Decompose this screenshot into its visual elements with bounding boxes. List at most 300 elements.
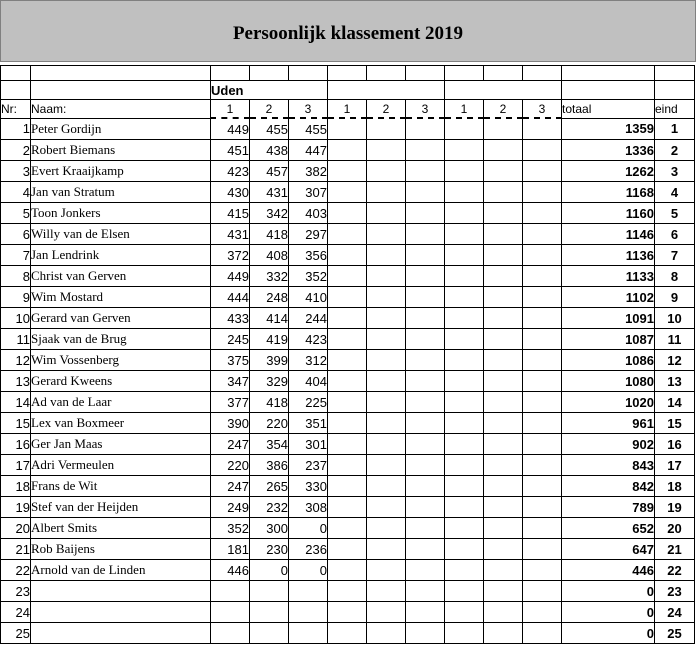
- empty-score-cell: [328, 308, 367, 329]
- score-cell: 375: [211, 350, 250, 371]
- score-cell: 455: [289, 118, 328, 140]
- score-cell: 236: [289, 539, 328, 560]
- empty-score-cell: [406, 161, 445, 182]
- empty-score-cell: [367, 245, 406, 266]
- final-rank: 16: [655, 434, 695, 455]
- empty-score-cell: [484, 118, 523, 140]
- empty-score-cell: [523, 350, 562, 371]
- empty-score-cell: [406, 350, 445, 371]
- empty-score-cell: [406, 140, 445, 161]
- score-cell: 352: [211, 518, 250, 539]
- table-row: [1, 140, 695, 161]
- score-cell: [211, 602, 250, 623]
- empty-score-cell: [445, 329, 484, 350]
- empty-score-cell: [484, 497, 523, 518]
- empty-score-cell: [328, 224, 367, 245]
- nr-header: Nr:: [1, 100, 31, 119]
- round-header: 1: [211, 100, 250, 119]
- player-name: [31, 602, 211, 623]
- empty-score-cell: [484, 581, 523, 602]
- empty-score-cell: [445, 118, 484, 140]
- empty-score-cell: [523, 392, 562, 413]
- table-row: [1, 560, 695, 581]
- table-row: [1, 224, 695, 245]
- row-number: 11: [1, 329, 31, 350]
- empty-score-cell: [445, 266, 484, 287]
- player-name: Stef van der Heijden: [31, 497, 211, 518]
- empty-score-cell: [523, 266, 562, 287]
- empty-score-cell: [406, 434, 445, 455]
- empty-score-cell: [406, 308, 445, 329]
- row-number: 21: [1, 539, 31, 560]
- score-cell: [250, 581, 289, 602]
- score-cell: [289, 581, 328, 602]
- score-cell: 382: [289, 161, 328, 182]
- empty-score-cell: [523, 497, 562, 518]
- score-cell: 403: [289, 203, 328, 224]
- final-rank: 21: [655, 539, 695, 560]
- final-rank: 17: [655, 455, 695, 476]
- empty-score-cell: [523, 413, 562, 434]
- empty-score-cell: [523, 539, 562, 560]
- location-label: Uden: [211, 81, 328, 100]
- empty-score-cell: [328, 182, 367, 203]
- empty-score-cell: [367, 476, 406, 497]
- empty-score-cell: [484, 476, 523, 497]
- empty-score-cell: [367, 203, 406, 224]
- empty-score-cell: [406, 329, 445, 350]
- empty-score-cell: [328, 623, 367, 644]
- empty-score-cell: [328, 161, 367, 182]
- total-score: 1087: [562, 329, 655, 350]
- empty-score-cell: [484, 224, 523, 245]
- row-number: 23: [1, 581, 31, 602]
- empty-score-cell: [406, 455, 445, 476]
- empty-score-cell: [367, 497, 406, 518]
- score-cell: 330: [289, 476, 328, 497]
- score-cell: 399: [250, 350, 289, 371]
- total-header: totaal: [562, 100, 655, 119]
- final-rank: 11: [655, 329, 695, 350]
- empty-score-cell: [484, 161, 523, 182]
- empty-score-cell: [445, 581, 484, 602]
- score-cell: 455: [250, 118, 289, 140]
- score-cell: 356: [289, 245, 328, 266]
- player-name: Adri Vermeulen: [31, 455, 211, 476]
- player-name: Christ van Gerven: [31, 266, 211, 287]
- empty-score-cell: [367, 350, 406, 371]
- empty-score-cell: [445, 455, 484, 476]
- empty-score-cell: [445, 140, 484, 161]
- empty-score-cell: [523, 203, 562, 224]
- empty-score-cell: [523, 329, 562, 350]
- table-row: [1, 476, 695, 497]
- final-rank: 20: [655, 518, 695, 539]
- table-row: [1, 329, 695, 350]
- empty-score-cell: [406, 392, 445, 413]
- empty-score-cell: [484, 518, 523, 539]
- empty-score-cell: [484, 455, 523, 476]
- empty-score-cell: [445, 539, 484, 560]
- empty-score-cell: [484, 602, 523, 623]
- empty-score-cell: [484, 182, 523, 203]
- empty-score-cell: [406, 518, 445, 539]
- score-cell: 342: [250, 203, 289, 224]
- empty-score-cell: [523, 476, 562, 497]
- round-header: 1: [328, 100, 367, 119]
- score-cell: 220: [250, 413, 289, 434]
- empty-score-cell: [328, 434, 367, 455]
- table-row: [1, 434, 695, 455]
- table-row: [1, 392, 695, 413]
- player-name: Frans de Wit: [31, 476, 211, 497]
- empty-score-cell: [367, 329, 406, 350]
- empty-score-cell: [328, 287, 367, 308]
- empty-score-cell: [445, 413, 484, 434]
- empty-score-cell: [367, 371, 406, 392]
- empty-score-cell: [445, 392, 484, 413]
- row-number: 8: [1, 266, 31, 287]
- table-row: [1, 266, 695, 287]
- score-cell: 423: [289, 329, 328, 350]
- score-cell: 415: [211, 203, 250, 224]
- empty-score-cell: [406, 476, 445, 497]
- total-score: 843: [562, 455, 655, 476]
- total-score: 1020: [562, 392, 655, 413]
- total-score: 1136: [562, 245, 655, 266]
- empty-score-cell: [523, 623, 562, 644]
- empty-score-cell: [367, 539, 406, 560]
- row-number: 12: [1, 350, 31, 371]
- player-name: [31, 623, 211, 644]
- empty-score-cell: [484, 539, 523, 560]
- score-cell: [211, 623, 250, 644]
- score-cell: 408: [250, 245, 289, 266]
- score-cell: [250, 623, 289, 644]
- empty-score-cell: [523, 245, 562, 266]
- final-rank: 12: [655, 350, 695, 371]
- score-cell: 410: [289, 287, 328, 308]
- row-number: 22: [1, 560, 31, 581]
- table-row: [1, 518, 695, 539]
- player-name: Peter Gordijn: [31, 118, 211, 140]
- empty-score-cell: [484, 245, 523, 266]
- score-cell: 352: [289, 266, 328, 287]
- final-rank: 14: [655, 392, 695, 413]
- empty-score-cell: [523, 455, 562, 476]
- empty-score-cell: [406, 560, 445, 581]
- total-score: 1133: [562, 266, 655, 287]
- player-name: Rob Baijens: [31, 539, 211, 560]
- table-row: [1, 497, 695, 518]
- empty-score-cell: [406, 182, 445, 203]
- empty-score-cell: [484, 392, 523, 413]
- total-score: 446: [562, 560, 655, 581]
- empty-score-cell: [484, 266, 523, 287]
- empty-score-cell: [484, 371, 523, 392]
- total-score: 1168: [562, 182, 655, 203]
- score-cell: 0: [289, 560, 328, 581]
- empty-score-cell: [328, 245, 367, 266]
- score-cell: 220: [211, 455, 250, 476]
- empty-score-cell: [367, 118, 406, 140]
- total-score: 1091: [562, 308, 655, 329]
- player-name: Gerard van Gerven: [31, 308, 211, 329]
- player-name: [31, 581, 211, 602]
- empty-score-cell: [328, 497, 367, 518]
- score-cell: 297: [289, 224, 328, 245]
- total-score: 652: [562, 518, 655, 539]
- table-row: [1, 623, 695, 644]
- empty-score-cell: [523, 434, 562, 455]
- row-number: 7: [1, 245, 31, 266]
- empty-score-cell: [406, 118, 445, 140]
- row-number: 9: [1, 287, 31, 308]
- empty-score-cell: [406, 413, 445, 434]
- empty-score-cell: [445, 560, 484, 581]
- empty-score-cell: [523, 560, 562, 581]
- empty-score-cell: [484, 203, 523, 224]
- empty-score-cell: [523, 371, 562, 392]
- empty-score-cell: [367, 434, 406, 455]
- empty-score-cell: [367, 266, 406, 287]
- empty-score-cell: [328, 266, 367, 287]
- score-cell: 329: [250, 371, 289, 392]
- row-number: 6: [1, 224, 31, 245]
- player-name: Arnold van de Linden: [31, 560, 211, 581]
- score-cell: 230: [250, 539, 289, 560]
- row-number: 24: [1, 602, 31, 623]
- empty-score-cell: [328, 455, 367, 476]
- empty-score-cell: [445, 308, 484, 329]
- score-cell: 372: [211, 245, 250, 266]
- round-header: 3: [289, 100, 328, 119]
- table-row: [1, 308, 695, 329]
- score-cell: 446: [211, 560, 250, 581]
- player-name: Jan Lendrink: [31, 245, 211, 266]
- total-score: 961: [562, 413, 655, 434]
- score-cell: 447: [289, 140, 328, 161]
- total-score: 1336: [562, 140, 655, 161]
- empty-score-cell: [367, 140, 406, 161]
- row-number: 25: [1, 623, 31, 644]
- round-header: 3: [523, 100, 562, 119]
- empty-score-cell: [367, 455, 406, 476]
- empty-score-cell: [406, 581, 445, 602]
- empty-score-cell: [328, 329, 367, 350]
- empty-score-cell: [367, 287, 406, 308]
- score-cell: 265: [250, 476, 289, 497]
- total-score: 1086: [562, 350, 655, 371]
- final-rank: 13: [655, 371, 695, 392]
- score-cell: 354: [250, 434, 289, 455]
- empty-score-cell: [328, 203, 367, 224]
- table-row: [1, 287, 695, 308]
- empty-score-cell: [406, 287, 445, 308]
- empty-score-cell: [445, 287, 484, 308]
- empty-score-cell: [445, 203, 484, 224]
- empty-score-cell: [484, 560, 523, 581]
- empty-score-cell: [484, 434, 523, 455]
- score-cell: 449: [211, 266, 250, 287]
- score-cell: 332: [250, 266, 289, 287]
- row-number: 17: [1, 455, 31, 476]
- empty-score-cell: [328, 518, 367, 539]
- total-score: 0: [562, 623, 655, 644]
- row-number: 3: [1, 161, 31, 182]
- final-rank: 23: [655, 581, 695, 602]
- empty-score-cell: [367, 161, 406, 182]
- score-cell: 423: [211, 161, 250, 182]
- total-score: 842: [562, 476, 655, 497]
- empty-score-cell: [445, 224, 484, 245]
- table-row: [1, 455, 695, 476]
- empty-score-cell: [367, 560, 406, 581]
- score-cell: [289, 602, 328, 623]
- score-cell: [289, 623, 328, 644]
- empty-score-cell: [328, 539, 367, 560]
- score-cell: 245: [211, 329, 250, 350]
- empty-score-cell: [367, 308, 406, 329]
- total-score: 1359: [562, 118, 655, 140]
- row-number: 1: [1, 118, 31, 140]
- empty-score-cell: [406, 224, 445, 245]
- empty-score-cell: [445, 623, 484, 644]
- round-header: 2: [367, 100, 406, 119]
- player-name: Jan van Stratum: [31, 182, 211, 203]
- total-score: 0: [562, 602, 655, 623]
- table-row: [1, 350, 695, 371]
- score-cell: 232: [250, 497, 289, 518]
- table-row: [1, 245, 695, 266]
- empty-score-cell: [406, 203, 445, 224]
- empty-score-cell: [406, 623, 445, 644]
- score-cell: 431: [250, 182, 289, 203]
- empty-score-cell: [484, 140, 523, 161]
- row-number: 4: [1, 182, 31, 203]
- table-row: [1, 581, 695, 602]
- empty-score-cell: [523, 118, 562, 140]
- empty-score-cell: [523, 602, 562, 623]
- empty-score-cell: [328, 371, 367, 392]
- player-name: Ger Jan Maas: [31, 434, 211, 455]
- score-cell: 225: [289, 392, 328, 413]
- final-rank: 1: [655, 118, 695, 140]
- score-cell: 431: [211, 224, 250, 245]
- score-cell: 449: [211, 118, 250, 140]
- player-name: Albert Smits: [31, 518, 211, 539]
- ranking-table: [0, 65, 695, 644]
- row-number: 10: [1, 308, 31, 329]
- score-cell: 444: [211, 287, 250, 308]
- final-rank: 24: [655, 602, 695, 623]
- score-cell: [250, 602, 289, 623]
- score-cell: 237: [289, 455, 328, 476]
- final-rank: 25: [655, 623, 695, 644]
- row-number: 19: [1, 497, 31, 518]
- score-cell: 414: [250, 308, 289, 329]
- score-cell: 347: [211, 371, 250, 392]
- final-rank: 2: [655, 140, 695, 161]
- score-cell: 377: [211, 392, 250, 413]
- table-row: [1, 413, 695, 434]
- final-rank: 19: [655, 497, 695, 518]
- score-cell: 451: [211, 140, 250, 161]
- score-cell: 351: [289, 413, 328, 434]
- empty-score-cell: [328, 140, 367, 161]
- empty-score-cell: [367, 182, 406, 203]
- empty-score-cell: [406, 539, 445, 560]
- score-cell: 418: [250, 392, 289, 413]
- empty-score-cell: [406, 245, 445, 266]
- score-cell: 247: [211, 476, 250, 497]
- row-number: 18: [1, 476, 31, 497]
- empty-score-cell: [523, 140, 562, 161]
- empty-score-cell: [445, 434, 484, 455]
- empty-score-cell: [406, 266, 445, 287]
- table-row: [1, 539, 695, 560]
- player-name: Gerard Kweens: [31, 371, 211, 392]
- row-number: 14: [1, 392, 31, 413]
- row-number: 13: [1, 371, 31, 392]
- score-cell: 181: [211, 539, 250, 560]
- score-cell: 419: [250, 329, 289, 350]
- row-number: 20: [1, 518, 31, 539]
- page-title: Persoonlijk klassement 2019: [232, 23, 464, 44]
- total-score: 0: [562, 581, 655, 602]
- empty-score-cell: [406, 371, 445, 392]
- empty-score-cell: [445, 497, 484, 518]
- empty-score-cell: [445, 518, 484, 539]
- round-header: 2: [250, 100, 289, 119]
- empty-score-cell: [523, 224, 562, 245]
- score-cell: 457: [250, 161, 289, 182]
- group-header-row: [1, 81, 695, 100]
- table-row: [1, 182, 695, 203]
- score-cell: 433: [211, 308, 250, 329]
- empty-score-cell: [328, 560, 367, 581]
- empty-score-cell: [484, 623, 523, 644]
- empty-score-cell: [367, 623, 406, 644]
- empty-score-cell: [523, 581, 562, 602]
- empty-score-cell: [523, 182, 562, 203]
- score-cell: 301: [289, 434, 328, 455]
- total-score: 902: [562, 434, 655, 455]
- empty-score-cell: [523, 518, 562, 539]
- table-row: [1, 203, 695, 224]
- empty-score-cell: [484, 287, 523, 308]
- empty-score-cell: [445, 476, 484, 497]
- empty-score-cell: [328, 413, 367, 434]
- final-rank: 10: [655, 308, 695, 329]
- score-cell: 404: [289, 371, 328, 392]
- final-rank: 3: [655, 161, 695, 182]
- empty-score-cell: [523, 287, 562, 308]
- round-header: 1: [445, 100, 484, 119]
- empty-score-cell: [367, 392, 406, 413]
- final-rank: 6: [655, 224, 695, 245]
- title-banner: [0, 0, 696, 62]
- empty-score-cell: [445, 602, 484, 623]
- name-header: Naam:: [31, 100, 211, 119]
- empty-score-cell: [367, 602, 406, 623]
- score-cell: 430: [211, 182, 250, 203]
- total-score: 1102: [562, 287, 655, 308]
- total-score: 1160: [562, 203, 655, 224]
- score-cell: 390: [211, 413, 250, 434]
- empty-score-cell: [406, 497, 445, 518]
- empty-score-cell: [328, 350, 367, 371]
